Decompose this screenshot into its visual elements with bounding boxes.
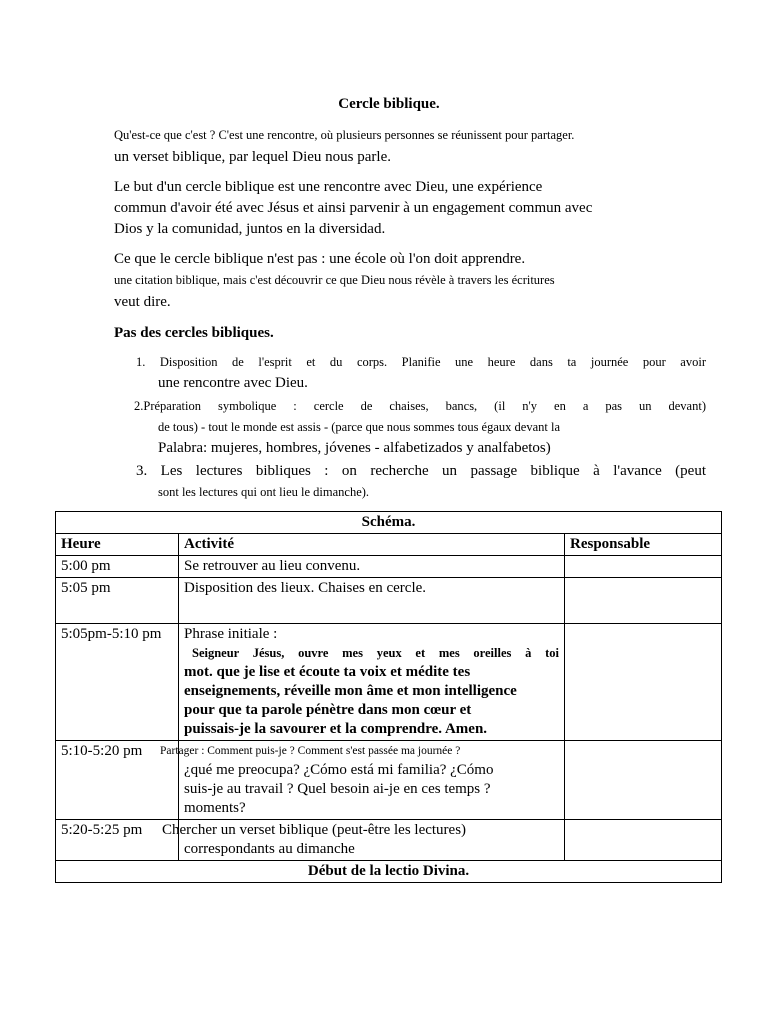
prayer-text (184, 644, 559, 739)
step-1 (136, 352, 706, 394)
activity-label: Phrase initiale : (184, 626, 278, 642)
activity-line-3: suis-je au travail ? Quel besoin ai-je en ces temps ? (184, 781, 491, 797)
row-activity: Se retrouver au lieu convenu. (179, 556, 565, 578)
but-line-2: commun d'avoir été avec Jésus et ainsi parvenir à un engagement commun avec (114, 200, 593, 216)
pas-heading: Pas des cercles bibliques. (114, 325, 274, 341)
step-1-line-2: une rencontre avec Dieu. (158, 375, 308, 391)
table-row (56, 556, 722, 578)
prayer-line-5: puissais-je la savourer et la comprendre. Amen. (184, 721, 488, 737)
table-row (56, 624, 722, 741)
activity-line-1: Partager : Comment puis-je ? Comment s'est passée ma journée ? (160, 745, 461, 757)
step-2 (136, 396, 706, 459)
intro-line-1: Qu'est-ce que c'est ? C'est une rencontre, où plusieurs personnes se réunissent pour partager. (114, 128, 575, 142)
header-responsable: Responsable (565, 534, 722, 556)
row-time-text: 5:10-5:20 pm (61, 743, 143, 759)
row-responsable (565, 820, 722, 861)
row-responsable (565, 556, 722, 578)
prayer-line-4: pour que ta parole pénètre dans mon cœur et (184, 702, 472, 718)
table-caption: Schéma. (56, 512, 722, 534)
activity-line-1: Chercher un verset biblique (peut-être les lectures) (162, 822, 467, 838)
row-activity (179, 624, 565, 741)
header-heure: Heure (56, 534, 179, 556)
prayer-line-1: Seigneur Jésus, ouvre mes yeux et mes oreilles à toi (192, 646, 559, 660)
table-caption-row (56, 512, 722, 534)
row-time: 5:05pm-5:10 pm (56, 624, 179, 741)
table-row (56, 820, 722, 861)
row-time (56, 820, 179, 861)
row-time: 5:00 pm (56, 556, 179, 578)
table-footer-row (56, 861, 722, 883)
ce-que-line-1: Ce que le cercle biblique n'est pas : une école où l'on doit apprendre. (114, 251, 526, 267)
intro-line-2: un verset biblique, par lequel Dieu nous parle. (114, 149, 392, 165)
page-title: Cercle biblique. (338, 96, 440, 112)
step-1-line-1: 1. Disposition de l'esprit et du corps. Planifie une heure dans ta journée pour avoir (136, 355, 706, 369)
row-responsable (565, 578, 722, 624)
row-activity (162, 820, 565, 861)
activity-line-4: moments? (184, 800, 246, 816)
schema-table (55, 511, 722, 883)
row-time: 5:05 pm (56, 578, 179, 624)
step-2-line-1: 2.Préparation symbolique : cercle de chaises, bancs, (il n'y en a pas un devant) (134, 399, 706, 413)
but-line-3: Dios y la comunidad, juntos en la diversidad. (114, 221, 386, 237)
prayer-line-3: enseignements, réveille mon âme et mon intelligence (184, 683, 517, 699)
row-responsable (565, 741, 722, 820)
row-activity (160, 741, 565, 820)
step-2-line-2b: Palabra: mujeres, hombres, jóvenes - alfabetizados y analfabetos) (158, 440, 551, 456)
table-footer: Début de la lectio Divina. (56, 861, 722, 883)
table-row (56, 578, 722, 624)
prayer-line-2: mot. que je lise et écoute ta voix et médite tes (184, 664, 471, 680)
table-header-row (56, 534, 722, 556)
row-time-text: 5:20-5:25 pm (61, 822, 143, 838)
row-activity: Disposition des lieux. Chaises en cercle. (179, 578, 565, 624)
step-3 (136, 461, 706, 503)
ce-que-line-3: veut dire. (114, 294, 171, 310)
step-2-line-2a: de tous) - tout le monde est assis - (parce que nous sommes tous égaux devant la (158, 420, 560, 434)
activity-line-2: ¿qué me preocupa? ¿Cómo está mi familia? ¿Cómo (184, 762, 494, 778)
step-3-line-2: sont les lectures qui ont lieu le dimanche). (158, 485, 370, 499)
row-responsable (565, 624, 722, 741)
activity-line-2: correspondants au dimanche (184, 841, 355, 857)
but-line-1: Le but d'un cercle biblique est une rencontre avec Dieu, une expérience (114, 179, 543, 195)
but-paragraph (114, 177, 714, 240)
ce-que-line-2: une citation biblique, mais c'est découvrir ce que Dieu nous révèle à travers les écritures (114, 273, 555, 287)
header-activite: Activité (179, 534, 565, 556)
table-row (56, 741, 722, 820)
step-3-line-1: 3. Les lectures bibliques : on recherche un passage biblique à l'avance (peut (136, 463, 706, 479)
